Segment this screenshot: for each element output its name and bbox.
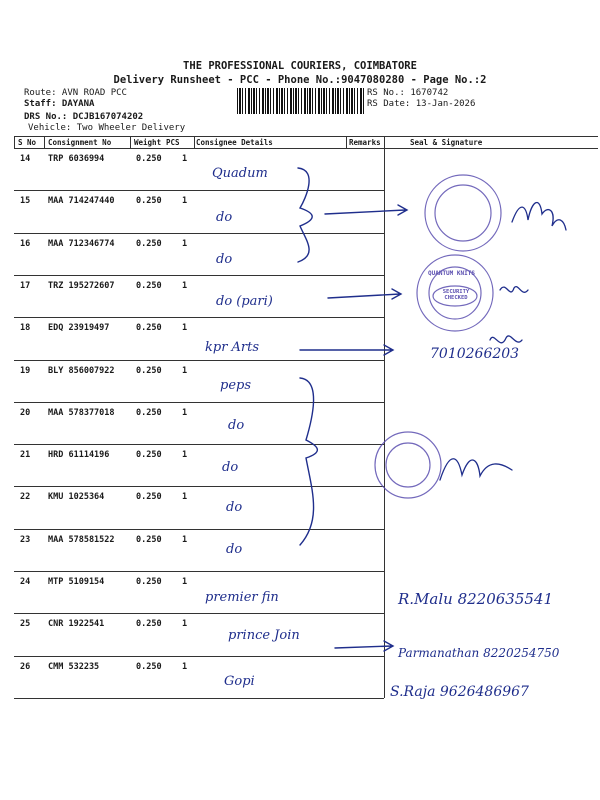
row-consignee-handwritten: do bbox=[216, 252, 233, 267]
row-consignee-handwritten: premier fin bbox=[205, 590, 279, 605]
row-sno: 19 bbox=[20, 365, 31, 376]
row-weight: 0.250 bbox=[136, 280, 162, 291]
row-weight: 0.250 bbox=[136, 492, 162, 503]
stamp-quantum-mid: SECURITY CHECKED bbox=[442, 289, 470, 301]
row-weight: 0.250 bbox=[136, 619, 162, 630]
row-weight: 0.250 bbox=[136, 154, 162, 164]
drs-label: DRS No.: DCJB167074202 bbox=[24, 112, 144, 122]
row-sno: 26 bbox=[20, 661, 31, 672]
arrow-row18 bbox=[300, 345, 393, 355]
arrow-row17 bbox=[328, 289, 401, 299]
stamp-quantum-top: QUANTUM KNITS bbox=[428, 270, 475, 277]
row-consignment: MAA 714247440 bbox=[48, 196, 115, 207]
row-pcs: 1 bbox=[182, 323, 188, 334]
row-sno: 15 bbox=[20, 196, 31, 207]
signature-row17 bbox=[500, 287, 528, 293]
row-consignee-handwritten: peps bbox=[220, 378, 252, 393]
row-consignment: MAA 712346774 bbox=[48, 238, 115, 249]
row-pcs: 1 bbox=[182, 661, 188, 672]
row-seal-signature: R.Malu 8220635541 bbox=[398, 590, 554, 608]
staff-label: Staff: DAYANA bbox=[24, 99, 95, 109]
brace-top bbox=[298, 168, 312, 262]
stamp-row21 bbox=[375, 432, 441, 498]
vehicle-label: Vehicle: Two Wheeler Delivery bbox=[28, 123, 186, 133]
row-consignment: HRD 61114196 bbox=[48, 450, 110, 461]
row-consignee-handwritten: Quadum bbox=[212, 166, 268, 181]
stamp-row15 bbox=[425, 175, 501, 251]
row-consignment: EDQ 23919497 bbox=[48, 323, 110, 334]
row-weight: 0.250 bbox=[136, 534, 162, 545]
row-weight: 0.250 bbox=[136, 365, 162, 376]
row-consignee-handwritten: do bbox=[222, 460, 239, 475]
col-consignment: Consignment No bbox=[48, 138, 112, 147]
col-consignee: Consignee Details bbox=[196, 138, 273, 147]
arrow-row25 bbox=[335, 641, 393, 651]
row-pcs: 1 bbox=[182, 492, 188, 503]
row-consignee-handwritten: Gopi bbox=[224, 674, 255, 689]
row-consignment: KMU 1025364 bbox=[48, 492, 105, 503]
route-label: Route: AVN ROAD PCC bbox=[24, 88, 127, 98]
row-seal-signature: 7010266203 bbox=[430, 346, 520, 362]
row-sno: 17 bbox=[20, 280, 31, 291]
row-pcs: 1 bbox=[182, 365, 188, 376]
brace-bottom bbox=[300, 378, 317, 545]
row-sno: 25 bbox=[20, 619, 31, 630]
signature-row18 bbox=[490, 336, 522, 343]
col-seal-signature: Seal & Signature bbox=[410, 138, 483, 147]
rs-number: RS No.: 1670742 bbox=[367, 88, 449, 98]
row-weight: 0.250 bbox=[136, 450, 162, 461]
row-pcs: 1 bbox=[182, 450, 188, 461]
row-weight: 0.250 bbox=[136, 196, 162, 207]
row-sno: 24 bbox=[20, 577, 31, 587]
col-remarks: Remarks bbox=[349, 138, 381, 147]
row-pcs: 1 bbox=[182, 619, 188, 630]
runsheet-subtitle: Delivery Runsheet - PCC - Phone No.:9047080280 - Page No.:2 bbox=[113, 74, 487, 86]
arrow-row15 bbox=[325, 205, 407, 215]
row-consignee-handwritten: do (pari) bbox=[216, 294, 273, 309]
row-consignment: BLY 856007922 bbox=[48, 365, 115, 376]
row-weight: 0.250 bbox=[136, 577, 162, 587]
row-weight: 0.250 bbox=[136, 661, 162, 672]
col-sno: S No bbox=[18, 138, 37, 147]
row-consignee-handwritten: prince Join bbox=[228, 628, 300, 643]
row-consignment: TRZ 195272607 bbox=[48, 280, 115, 291]
row-consignment: CMM 532235 bbox=[48, 661, 100, 672]
row-pcs: 1 bbox=[182, 577, 188, 587]
row-weight: 0.250 bbox=[136, 323, 162, 334]
signature-row21 bbox=[440, 459, 512, 480]
company-title: THE PROFESSIONAL COURIERS, COIMBATORE bbox=[183, 60, 417, 72]
row-consignment: CNR 1922541 bbox=[48, 619, 105, 630]
row-sno: 20 bbox=[20, 407, 31, 418]
row-sno: 16 bbox=[20, 238, 31, 249]
col-weight: Weight bbox=[134, 138, 162, 147]
row-sno: 14 bbox=[20, 154, 31, 164]
row-seal-signature: S.Raja 9626486967 bbox=[390, 684, 529, 700]
row-consignment: MTP 5109154 bbox=[48, 577, 105, 587]
row-sno: 23 bbox=[20, 534, 31, 545]
row-consignee-handwritten: do bbox=[228, 418, 245, 433]
col-pcs: PCS bbox=[166, 138, 180, 147]
row-pcs: 1 bbox=[182, 280, 188, 291]
row-pcs: 1 bbox=[182, 196, 188, 207]
row-consignee-handwritten: do bbox=[226, 542, 243, 557]
row-consignment: MAA 578581522 bbox=[48, 534, 115, 545]
row-pcs: 1 bbox=[182, 407, 188, 418]
row-consignee-handwritten: do bbox=[216, 210, 233, 225]
row-sno: 21 bbox=[20, 450, 31, 461]
row-consignment: MAA 578377018 bbox=[48, 407, 115, 418]
row-consignee-handwritten: kpr Arts bbox=[205, 340, 260, 355]
row-consignee-handwritten: do bbox=[226, 500, 243, 515]
row-sno: 18 bbox=[20, 323, 31, 334]
row-seal-signature: Parmanathan 8220254750 bbox=[398, 646, 560, 660]
row-consignment: TRP 6036994 bbox=[48, 154, 105, 164]
row-pcs: 1 bbox=[182, 238, 188, 249]
row-sno: 22 bbox=[20, 492, 31, 503]
row-pcs: 1 bbox=[182, 154, 188, 164]
row-pcs: 1 bbox=[182, 534, 188, 545]
signature-row15 bbox=[512, 203, 566, 230]
row-weight: 0.250 bbox=[136, 238, 162, 249]
row-weight: 0.250 bbox=[136, 407, 162, 418]
rs-date: RS Date: 13-Jan-2026 bbox=[367, 99, 476, 109]
